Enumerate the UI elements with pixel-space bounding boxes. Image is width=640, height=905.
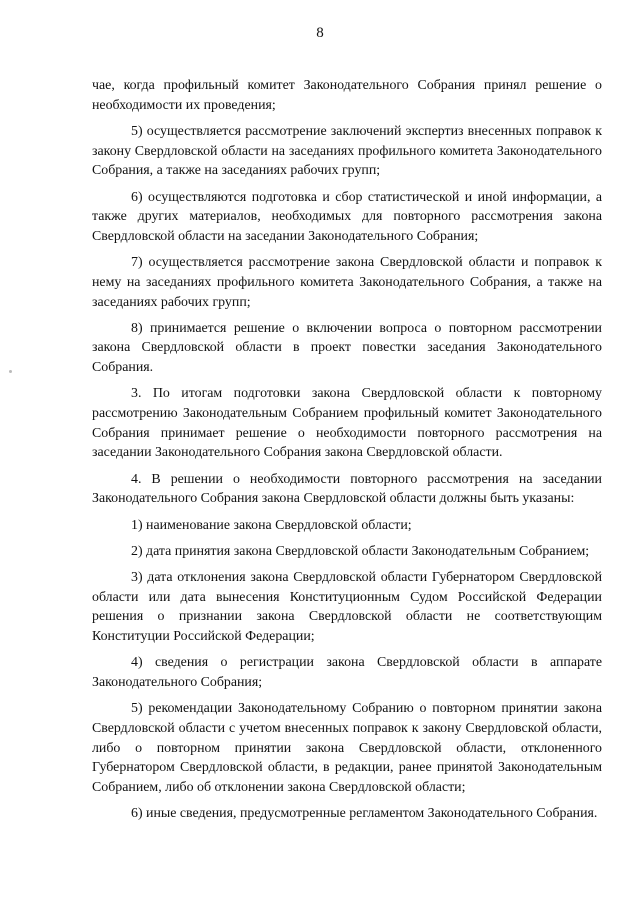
paragraph-item-5: 5) осуществляется рассмотрение заключений экспертиз внесенных поправок к закону Свердловской области на заседаниях профильного комитета Законодательного Собрания, а также на заседаниях рабочих групп; xyxy=(92,123,602,179)
paragraph-subitem-4: 4) сведения о регистрации закона Свердловской области в аппарате Законодательного Собрания; xyxy=(92,655,602,690)
paragraph-item-8: 8) принимается решение о включении вопроса о повторном рассмотрении закона Свердловской области в проект повестки заседания Законодательного Собрания. xyxy=(92,320,602,376)
paragraph-subitem-1: 1) наименование закона Свердловской области; xyxy=(131,517,412,533)
paragraph-subitem-3: 3) дата отклонения закона Свердловской области Губернатором Свердловской области или дата вынесения Конституционным Судом Российской Федерации решения о признании закона Свердловской области не соответствующим Конституции Российской Федерации; xyxy=(92,569,602,645)
paragraph-continuation: чае, когда профильный комитет Законодательного Собрания принял решение о необходимости их проведения; xyxy=(92,78,602,113)
paragraph-item-6: 6) осуществляются подготовка и сбор статистической и иной информации, а также других материалов, необходимых для повторного рассмотрения закона Свердловской области на заседании Законодательного Собрания; xyxy=(92,189,602,244)
margin-mark xyxy=(9,370,12,373)
paragraph-subitem-5: 5) рекомендации Законодательному Собранию о повторном принятии закона Свердловской области с учетом внесенных поправок к закону Свердловской области, либо о повторном принятии закона Свердловской области, отклоненного Губернатором Свердловской области, в редакции, ранее принятой Законодательным Собранием, либо об отклонении закона Свердловской области; xyxy=(92,701,602,795)
paragraph-subitem-6: 6) иные сведения, предусмотренные регламентом Законодательного Собрания. xyxy=(131,806,598,822)
document-body xyxy=(92,76,602,830)
paragraph-subitem-2: 2) дата принятия закона Свердловской области Законодательным Собранием; xyxy=(131,543,590,559)
paragraph-section-4: 4. В решении о необходимости повторного рассмотрения на заседании Законодательного Собрания закона Свердловской области должны быть указаны: xyxy=(92,471,602,507)
page-number: 8 xyxy=(316,25,324,41)
paragraph-section-3: 3. По итогам подготовки закона Свердловской области к повторному рассмотрению Законодательным Собранием профильный комитет Законодательного Собрания принимает решение о необходимости повторного рассмотрения на заседании Законодательного Собрания закона Свердловской области. xyxy=(92,386,602,461)
paragraph-item-7: 7) осуществляется рассмотрение закона Свердловской области и поправок к нему на заседаниях профильного комитета Законодательного Собрания, а также на заседаниях рабочих групп; xyxy=(92,255,602,310)
